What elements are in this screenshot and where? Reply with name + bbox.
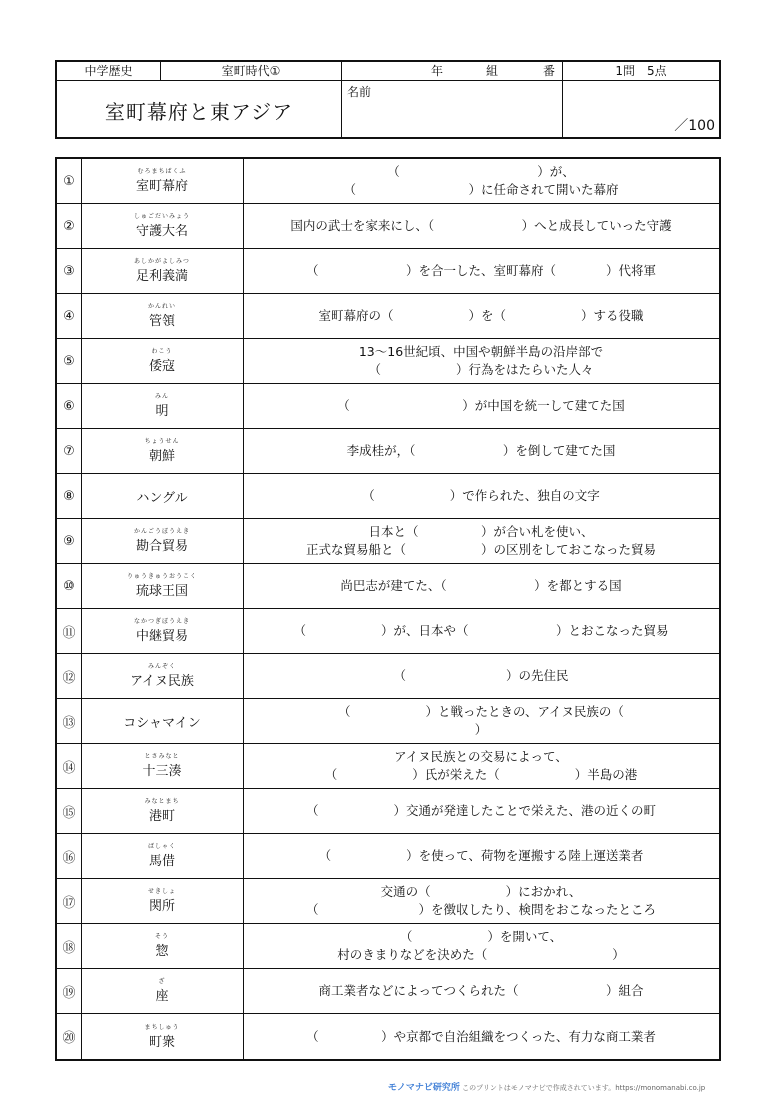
- term-text: 勘合貿易: [135, 539, 188, 554]
- term-cell: [81, 204, 243, 248]
- description-line: （ ）が、日本や（ ）とおこなった貿易: [293, 623, 669, 638]
- term-text: 室町幕府: [135, 179, 188, 194]
- term-cell: [81, 879, 243, 923]
- description-line: 室町幕府の（ ）を（ ）する役職: [318, 308, 644, 323]
- description-cell[interactable]: [243, 789, 719, 833]
- term-cell: [81, 969, 243, 1013]
- description-cell[interactable]: [243, 609, 719, 653]
- question-number: ⑮: [62, 805, 76, 821]
- description-line: （ ）を合一した、室町幕府（ ）代将軍: [305, 263, 656, 278]
- term-furigana: みん: [154, 393, 169, 400]
- term-cell: [81, 744, 243, 788]
- term-text: 明: [155, 404, 169, 419]
- description-cell[interactable]: [243, 564, 719, 608]
- term-furigana: そう: [154, 933, 169, 940]
- question-row: [57, 159, 719, 204]
- question-number: ⑩: [63, 578, 75, 594]
- header-divider: [57, 80, 719, 81]
- question-number: ⑯: [62, 850, 76, 866]
- question-row: [57, 1014, 719, 1059]
- question-row: [57, 294, 719, 339]
- term-text: 中継貿易: [135, 629, 188, 644]
- term-furigana: みなとまち: [144, 798, 180, 805]
- question-number: ②: [63, 218, 75, 234]
- description-line: ）: [474, 722, 488, 737]
- description-line: 村のきまりなどを決めた（ ）: [337, 947, 625, 962]
- term-cell: [81, 924, 243, 968]
- term-furigana: まちしゅう: [144, 1023, 180, 1031]
- term-furigana: わこう: [151, 348, 173, 355]
- description-cell[interactable]: [243, 339, 719, 383]
- question-row: [57, 969, 719, 1014]
- description-cell[interactable]: [243, 294, 719, 338]
- question-number: ⑲: [62, 985, 76, 1001]
- question-number: ⑰: [62, 895, 76, 911]
- description-cell[interactable]: [243, 654, 719, 698]
- subject-label: 中学歴史: [84, 64, 133, 78]
- description-line: 正式な貿易船と（ ）の区別をしておこなった貿易: [305, 542, 656, 557]
- term-furigana: かんごうぼうえき: [133, 528, 190, 535]
- term-text: 関所: [148, 899, 175, 914]
- description-cell[interactable]: [243, 159, 719, 203]
- term-furigana: あしかがよしみつ: [134, 258, 190, 265]
- term-cell: [81, 384, 243, 428]
- question-number: ⑱: [62, 940, 76, 956]
- term-cell: [81, 339, 243, 383]
- description-cell[interactable]: [243, 924, 719, 968]
- description-cell[interactable]: [243, 834, 719, 878]
- description-line: 国内の武士を家来にし、（ ）へと成長していった守護: [290, 218, 672, 233]
- header-divider: [341, 62, 342, 139]
- description-cell[interactable]: [243, 249, 719, 293]
- term-furigana: りゅうきゅうおうこく: [126, 573, 197, 580]
- description-cell[interactable]: [243, 429, 719, 473]
- term-cell: [81, 834, 243, 878]
- question-number: ⑬: [62, 715, 76, 731]
- term-text: コシャマイン: [123, 715, 201, 731]
- term-furigana: むろまちばくふ: [137, 168, 187, 175]
- question-number: ⑨: [63, 533, 75, 549]
- question-number: ①: [63, 173, 75, 189]
- description-line: （ ）で作られた、独自の文字: [362, 488, 600, 503]
- description-cell[interactable]: [243, 969, 719, 1013]
- description-line: （ ）氏が栄えた（ ）半島の港: [324, 767, 638, 782]
- term-text: ハングル: [136, 490, 188, 506]
- question-row: [57, 249, 719, 294]
- term-furigana: ばしゃく: [147, 843, 176, 850]
- term-cell: [81, 1014, 243, 1059]
- question-row: [57, 339, 719, 384]
- name-field[interactable]: [343, 82, 561, 138]
- question-number: ⑭: [62, 760, 76, 776]
- question-number: ⑫: [62, 670, 76, 686]
- description-cell[interactable]: [243, 519, 719, 563]
- description-cell[interactable]: [243, 204, 719, 248]
- footer-brand: モノマナビ研究所: [388, 1083, 460, 1093]
- term-text: 馬借: [148, 854, 175, 869]
- description-cell[interactable]: [243, 474, 719, 518]
- question-row: [57, 204, 719, 249]
- description-cell[interactable]: [243, 699, 719, 743]
- term-cell: [81, 294, 243, 338]
- description-cell[interactable]: [243, 879, 719, 923]
- worksheet-header: [55, 60, 721, 139]
- description-line: （ ）の先住民: [393, 668, 569, 683]
- question-row: [57, 789, 719, 834]
- description-line: （ ）交通が発達したことで栄えた、港の近くの町: [305, 803, 656, 818]
- description-line: （ ）に任命されて開いた幕府: [343, 182, 619, 197]
- year-label: 年: [430, 64, 443, 78]
- description-line: （ ）が中国を統一して建てた国: [337, 398, 625, 413]
- worksheet-title: 室町幕府と東アジア: [104, 100, 294, 124]
- name-field-label: 名前: [347, 85, 372, 99]
- description-line: （ ）行為をはたらいた人々: [368, 362, 594, 377]
- term-text: 足利義満: [135, 269, 188, 284]
- term-furigana: とさみなと: [144, 753, 180, 760]
- description-cell[interactable]: [243, 1014, 719, 1059]
- term-text: アイヌ民族: [130, 674, 194, 689]
- question-number: ③: [63, 263, 75, 279]
- question-row: [57, 699, 719, 744]
- term-cell: [81, 564, 243, 608]
- term-text: 座: [155, 989, 169, 1004]
- term-furigana: かんれい: [147, 303, 176, 310]
- description-line: （ ）を開いて、: [399, 929, 563, 944]
- description-line: （ ）と戦ったときの、アイヌ民族の（: [338, 704, 624, 719]
- question-number: ⑥: [63, 398, 75, 414]
- term-text: 琉球王国: [135, 584, 188, 599]
- term-furigana: せきしょ: [147, 888, 176, 895]
- description-cell[interactable]: [243, 744, 719, 788]
- description-line: 商工業者などによってつくられた（ ）組合: [318, 983, 644, 998]
- question-row: [57, 924, 719, 969]
- term-text: 管領: [148, 314, 175, 329]
- term-cell: [81, 159, 243, 203]
- term-cell: [81, 789, 243, 833]
- term-text: 守護大名: [135, 224, 188, 239]
- term-cell: [81, 519, 243, 563]
- term-cell: [81, 699, 243, 743]
- term-furigana: みんぞく: [147, 663, 176, 670]
- number-label: 番: [542, 64, 555, 78]
- footer: [388, 1080, 768, 1094]
- question-number: ④: [63, 308, 75, 324]
- term-text: 朝鮮: [148, 449, 175, 464]
- term-furigana: ざ: [158, 978, 166, 985]
- footer-text: このプリントはモノマナビで作成されています。https://monomanabi.co.jp: [462, 1084, 706, 1092]
- question-row: [57, 609, 719, 654]
- question-number: ⑦: [63, 443, 75, 459]
- question-number: ⑪: [62, 625, 76, 641]
- description-line: （ ）や京都で自治組織をつくった、有力な商工業者: [306, 1028, 656, 1044]
- question-row: [57, 564, 719, 609]
- question-table: [55, 157, 721, 1061]
- term-cell: [81, 474, 243, 518]
- question-number: ⑳: [62, 1031, 76, 1046]
- description-line: 交通の（ ）におかれ、: [380, 884, 582, 899]
- term-furigana: しゅごだいみょう: [133, 213, 190, 220]
- unit-label: 室町時代①: [221, 64, 281, 78]
- question-row: [57, 429, 719, 474]
- group-label: 組: [485, 64, 498, 78]
- description-cell[interactable]: [243, 384, 719, 428]
- description-line: （ ）を使って、荷物を運搬する陸上運送業者: [318, 848, 644, 863]
- term-text: 惣: [155, 944, 169, 959]
- description-line: 李成桂が，（ ）を倒して建てた国: [346, 443, 616, 458]
- term-furigana: なかつぎぼうえき: [133, 618, 190, 625]
- question-row: [57, 744, 719, 789]
- term-text: 倭寇: [148, 359, 175, 374]
- term-cell: [81, 654, 243, 698]
- term-cell: [81, 249, 243, 293]
- score-total: ／100: [674, 118, 715, 134]
- description-line: （ ）を徴収したり、検問をおこなったところ: [305, 902, 656, 917]
- term-text: 町衆: [148, 1034, 175, 1050]
- question-row: [57, 879, 719, 924]
- question-row: [57, 474, 719, 519]
- term-text: 十三湊: [142, 764, 182, 779]
- description-line: （ ）が、: [387, 164, 575, 179]
- description-line: 13～16世紀頃、中国や朝鮮半島の沿岸部で: [358, 344, 604, 359]
- term-furigana: ちょうせん: [144, 438, 180, 445]
- description-line: アイヌ民族との交易によって、: [394, 749, 568, 764]
- points-label: 1問 5点: [615, 64, 667, 78]
- term-cell: [81, 609, 243, 653]
- question-row: [57, 384, 719, 429]
- question-number: ⑧: [63, 488, 75, 504]
- question-row: [57, 519, 719, 564]
- description-line: 尚巴志が建てた、（ ）を都とする国: [340, 578, 622, 593]
- term-text: 港町: [148, 809, 175, 824]
- term-cell: [81, 429, 243, 473]
- description-line: 日本と（ ）が合い札を使い、: [368, 524, 594, 539]
- question-row: [57, 834, 719, 879]
- question-number: ⑤: [63, 353, 75, 369]
- question-row: [57, 654, 719, 699]
